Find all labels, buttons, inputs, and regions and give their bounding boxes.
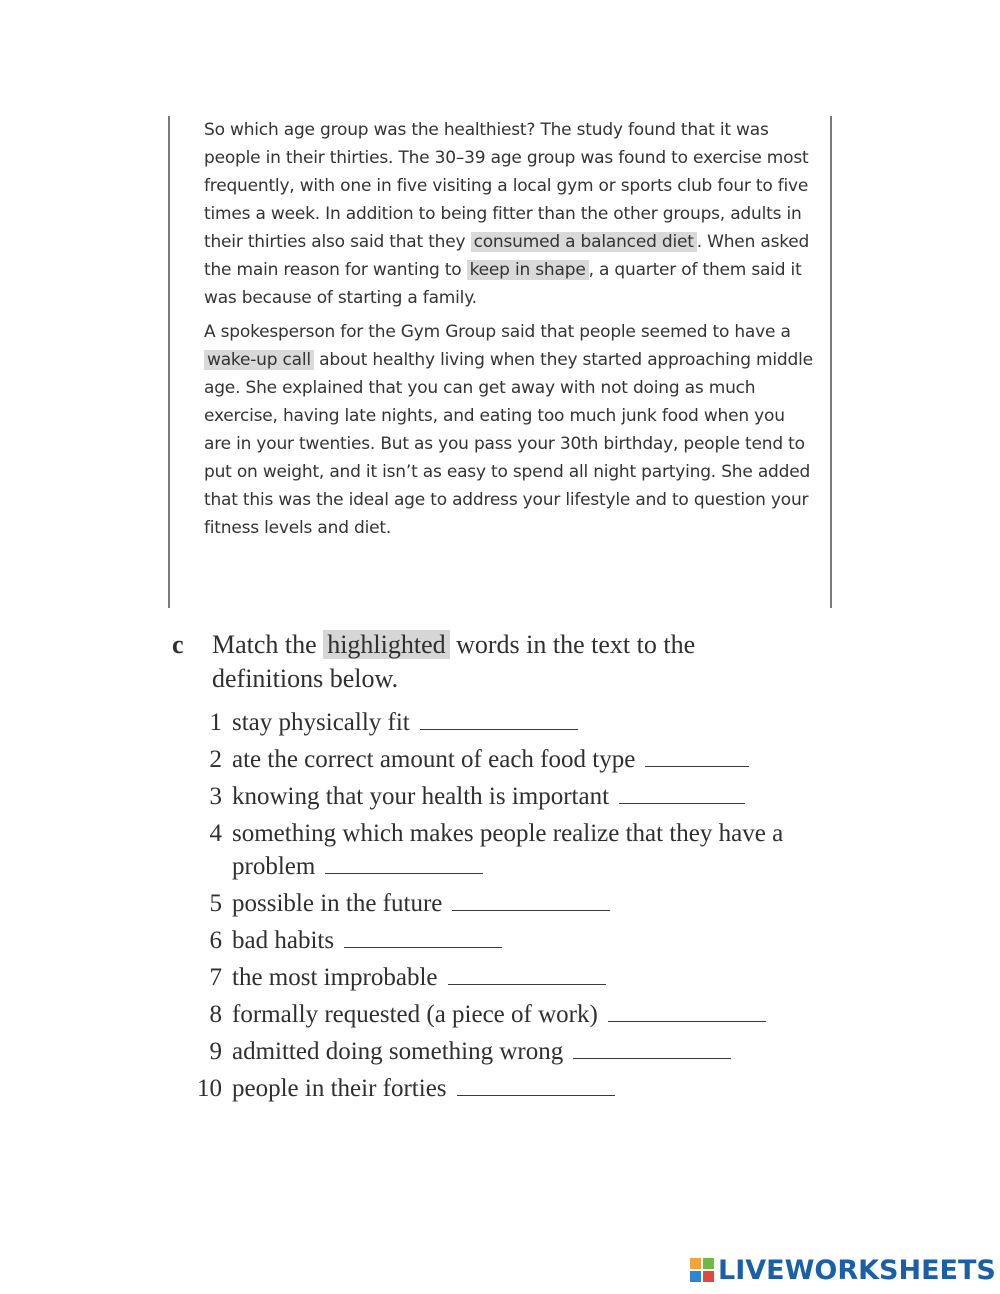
definition-item [172, 887, 832, 920]
logo-text: LIVEWORKSHEETS [718, 1254, 996, 1286]
item-number: 6 [209, 927, 222, 954]
item-text: formally requested (a piece of work) [232, 1001, 598, 1028]
liveworksheets-logo [690, 1253, 996, 1287]
item-body [232, 961, 832, 994]
answer-blank[interactable] [452, 890, 610, 911]
definition-item [172, 1072, 832, 1105]
answer-blank[interactable] [645, 746, 749, 767]
highlighted-word: highlighted [323, 630, 449, 659]
answer-blank[interactable] [457, 1075, 615, 1096]
item-number: 2 [209, 746, 222, 773]
definition-item [172, 924, 832, 957]
item-number: 9 [209, 1038, 222, 1065]
item-body [232, 780, 832, 813]
item-text: knowing that your health is important [232, 783, 610, 810]
item-text: the most improbable [232, 964, 438, 991]
item-number: 10 [197, 1075, 222, 1102]
item-number: 1 [209, 709, 222, 736]
item-body [232, 1035, 832, 1068]
item-number: 4 [209, 820, 222, 847]
definition-item [172, 998, 832, 1031]
exercise-letter: c [172, 630, 184, 659]
item-text: possible in the future [232, 890, 443, 917]
paragraph-2 [204, 318, 814, 542]
item-text: stay physically fit [232, 709, 410, 736]
item-text: people in their forties [232, 1075, 447, 1102]
text-segment: about healthy living when they started approaching middle age. She explained that you can get away with not doing as much exercise, having late nights, and eating too much junk food when you are in your twenties. But as you pass your 30th birthday, people tend to put on weight, and it isn’t as easy to spend all night partying. She added that this was the ideal age to address your lifestyle and to question your fitness levels and diet. [204, 350, 813, 538]
item-body [232, 743, 832, 776]
item-body [232, 1072, 832, 1105]
exercise-instruction [212, 628, 812, 696]
text-segment: . When asked the main reason for wanting to [204, 232, 810, 280]
text-segment: So which age group was the healthiest? The study found that it was people in their thirties. The 30–39 age group was found to exercise most frequently, with one in five visiting a local gym or sports club four to five times a week. In addition to being fitter than the other groups, adults in their thirties also said that they [204, 120, 809, 252]
definition-item [172, 743, 832, 776]
reading-passage [168, 116, 832, 608]
item-text: something which makes people realize that they have a problem [232, 820, 784, 880]
item-text: ate the correct amount of each food type [232, 746, 636, 773]
text-segment: , a quarter of them said it was because of starting a family. [204, 260, 802, 308]
instruction-text: words in the text to the definitions below. [212, 630, 696, 693]
text-segment: A spokesperson for the Gym Group said that people seemed to have a [204, 322, 791, 342]
answer-blank[interactable] [420, 709, 578, 730]
item-text: admitted doing something wrong [232, 1038, 564, 1065]
item-text: bad habits [232, 927, 335, 954]
highlight-wake-up-call: wake-up call [204, 350, 314, 370]
item-body [232, 998, 832, 1031]
answer-blank[interactable] [608, 1001, 766, 1022]
answer-blank[interactable] [573, 1038, 731, 1059]
definitions-list [172, 706, 832, 1105]
answer-blank[interactable] [448, 964, 606, 985]
item-number: 7 [209, 964, 222, 991]
item-body [232, 817, 832, 883]
definition-item [172, 1035, 832, 1068]
liveworksheets-icon [690, 1258, 714, 1282]
item-body [232, 924, 832, 957]
definition-item [172, 706, 832, 739]
item-number: 3 [209, 783, 222, 810]
item-number: 8 [209, 1001, 222, 1028]
item-body [232, 706, 832, 739]
definition-item [172, 817, 832, 883]
definition-item [172, 780, 832, 813]
item-body [232, 887, 832, 920]
instruction-text: Match the [212, 630, 324, 659]
answer-blank[interactable] [344, 927, 502, 948]
highlight-keep-in-shape: keep in shape [467, 260, 589, 280]
exercise-c [172, 628, 832, 1109]
answer-blank[interactable] [619, 783, 745, 804]
highlight-consumed-balanced-diet: consumed a balanced diet [471, 232, 697, 252]
definition-item [172, 961, 832, 994]
item-number: 5 [209, 890, 222, 917]
paragraph-1 [204, 116, 814, 312]
answer-blank[interactable] [325, 853, 483, 874]
exercise-heading [172, 628, 832, 696]
